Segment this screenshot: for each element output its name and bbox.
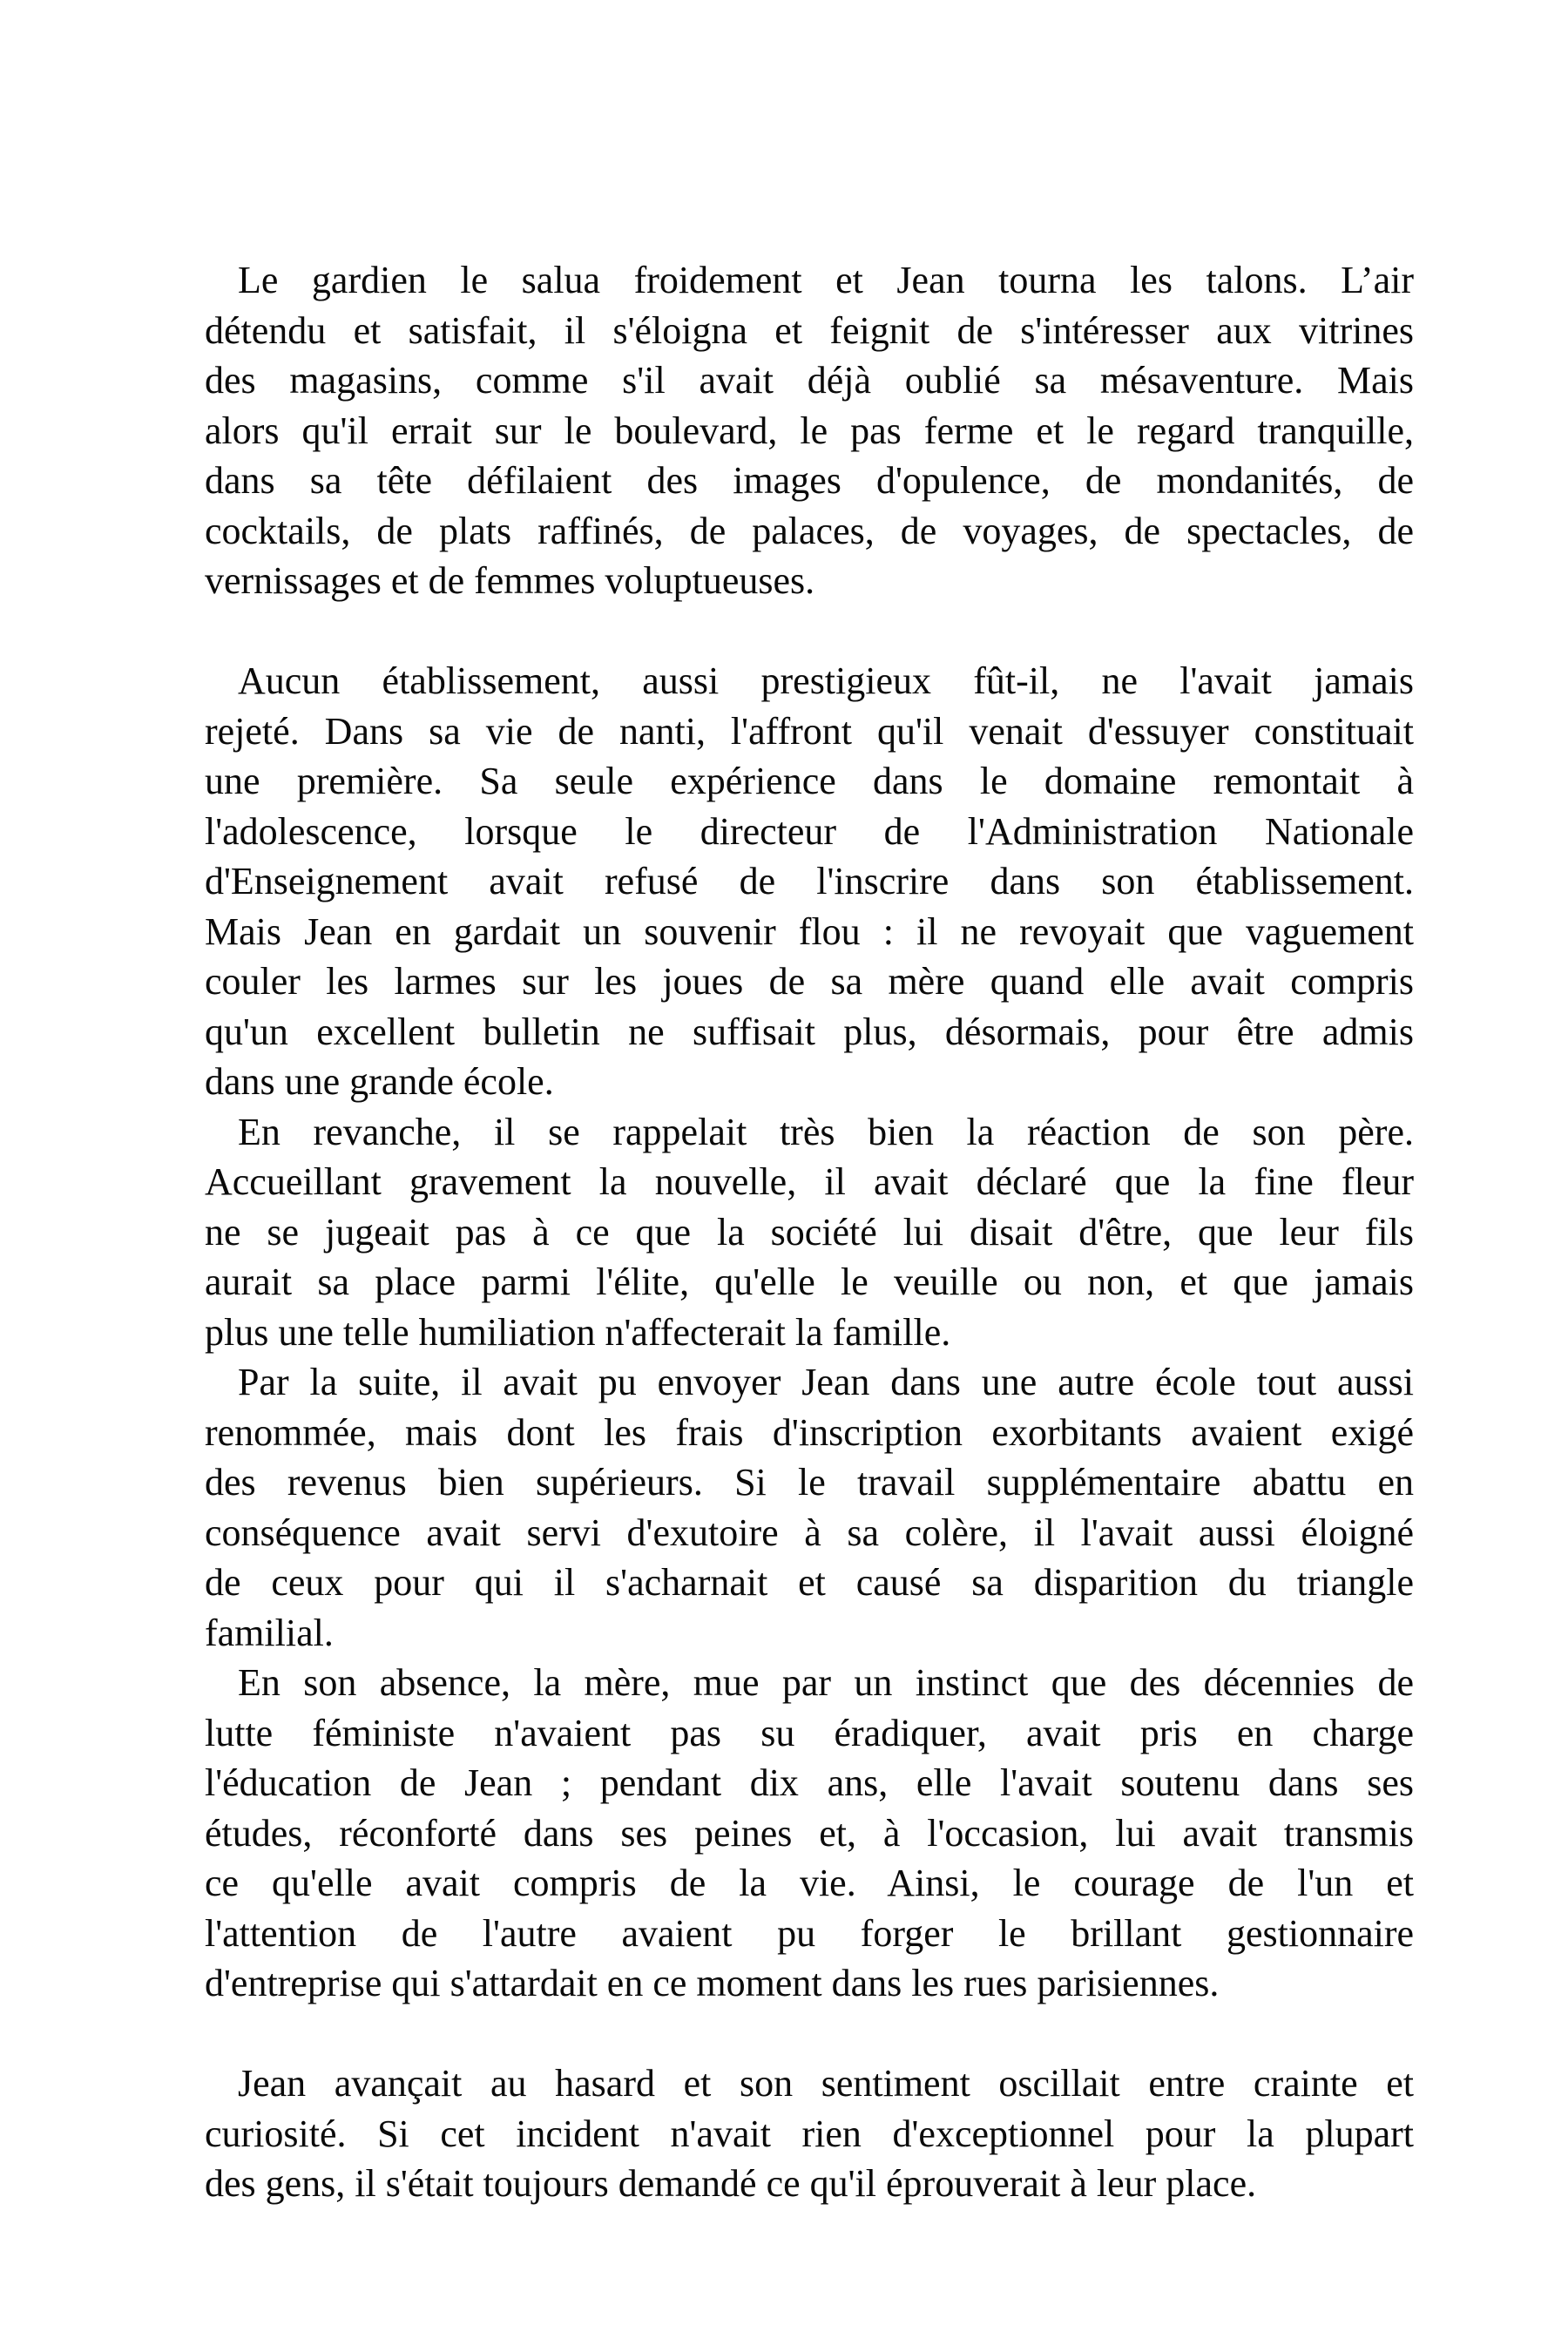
- text-line: dans sa tête défilaient des images d'opulence, de mondanités, de: [205, 459, 1414, 502]
- text-line: d'Enseignement avait refusé de l'inscrire dans son établissement.: [205, 860, 1414, 902]
- paragraph: [205, 255, 1414, 606]
- text-line: couler les larmes sur les joues de sa mère quand elle avait compris: [205, 960, 1414, 1003]
- text-line: des magasins, comme s'il avait déjà oublié sa mésaventure. Mais: [205, 359, 1414, 402]
- text-line: cocktails, de plats raffinés, de palaces, de voyages, de spectacles, de: [205, 509, 1414, 552]
- text-line: conséquence avait servi d'exutoire à sa colère, il l'avait aussi éloigné: [205, 1511, 1414, 1554]
- text-block: [205, 255, 1414, 2209]
- text-line: Jean avançait au hasard et son sentiment oscillait entre crainte et: [238, 2062, 1414, 2105]
- text-line: Mais Jean en gardait un souvenir flou : il ne revoyait que vaguement: [205, 909, 1414, 953]
- text-line: détendu et satisfait, il s'éloigna et feignit de s'intéresser aux vitrines: [205, 308, 1414, 352]
- text-line: Par la suite, il avait pu envoyer Jean dans une autre école tout aussi: [238, 1361, 1414, 1403]
- text-line: des gens, il s'était toujours demandé ce qu'il éprouverait à leur place.: [205, 2162, 1257, 2205]
- paragraph: [205, 1357, 1414, 1658]
- text-line: une première. Sa seule expérience dans le domaine remontait à: [205, 760, 1414, 802]
- text-line: ce qu'elle avait compris de la vie. Ainsi, le courage de l'un et: [205, 1862, 1414, 1904]
- text-line: vernissages et de femmes voluptueuses.: [205, 559, 815, 602]
- text-line: dans une grande école.: [205, 1060, 554, 1103]
- text-line: En revanche, il se rappelait très bien la réaction de son père.: [238, 1110, 1414, 1153]
- paragraph: [205, 1658, 1414, 2009]
- text-line: En son absence, la mère, mue par un instinct que des décennies de: [238, 1661, 1414, 1704]
- text-line: Le gardien le salua froidement et Jean tourna les talons. L’air: [238, 259, 1414, 301]
- text-line: l'adolescence, lorsque le directeur de l'Administration Nationale: [205, 809, 1414, 853]
- text-line: plus une telle humiliation n'affecterait la famille.: [205, 1310, 951, 1354]
- text-line: Aucun établissement, aussi prestigieux fût-il, ne l'avait jamais: [238, 659, 1414, 702]
- text-line: lutte féministe n'avaient pas su éradiquer, avait pris en charge: [205, 1711, 1414, 1754]
- text-line: alors qu'il errait sur le boulevard, le pas ferme et le regard tranquille,: [205, 409, 1414, 452]
- text-line: Accueillant gravement la nouvelle, il avait déclaré que la fine fleur: [205, 1160, 1414, 1203]
- text-line: curiosité. Si cet incident n'avait rien d'exceptionnel pour la plupart: [205, 2112, 1414, 2155]
- paragraph: [205, 1107, 1414, 1358]
- text-line: aurait sa place parmi l'élite, qu'elle le veuille ou non, et que jamais: [205, 1260, 1414, 1303]
- paragraph: [205, 2058, 1414, 2209]
- text-line: des revenus bien supérieurs. Si le travail supplémentaire abattu en: [205, 1461, 1414, 1504]
- text-line: l'éducation de Jean ; pendant dix ans, elle l'avait soutenu dans ses: [205, 1761, 1414, 1804]
- text-line: qu'un excellent bulletin ne suffisait plus, désormais, pour être admis: [205, 1010, 1414, 1053]
- text-line: d'entreprise qui s'attardait en ce moment dans les rues parisiennes.: [205, 1962, 1220, 2004]
- text-line: renommée, mais dont les frais d'inscription exorbitants avaient exigé: [205, 1410, 1414, 1454]
- text-line: de ceux pour qui il s'acharnait et causé sa disparition du triangle: [205, 1561, 1414, 1604]
- text-line: ne se jugeait pas à ce que la société lui disait d'être, que leur fils: [205, 1210, 1414, 1254]
- text-line: familial.: [205, 1611, 334, 1654]
- text-line: études, réconforté dans ses peines et, à l'occasion, lui avait transmis: [205, 1811, 1414, 1855]
- text-line: l'attention de l'autre avaient pu forger le brillant gestionnaire: [205, 1911, 1414, 1955]
- paragraph: [205, 656, 1414, 1107]
- text-line: rejeté. Dans sa vie de nanti, l'affront qu'il venait d'essuyer constituait: [205, 709, 1414, 753]
